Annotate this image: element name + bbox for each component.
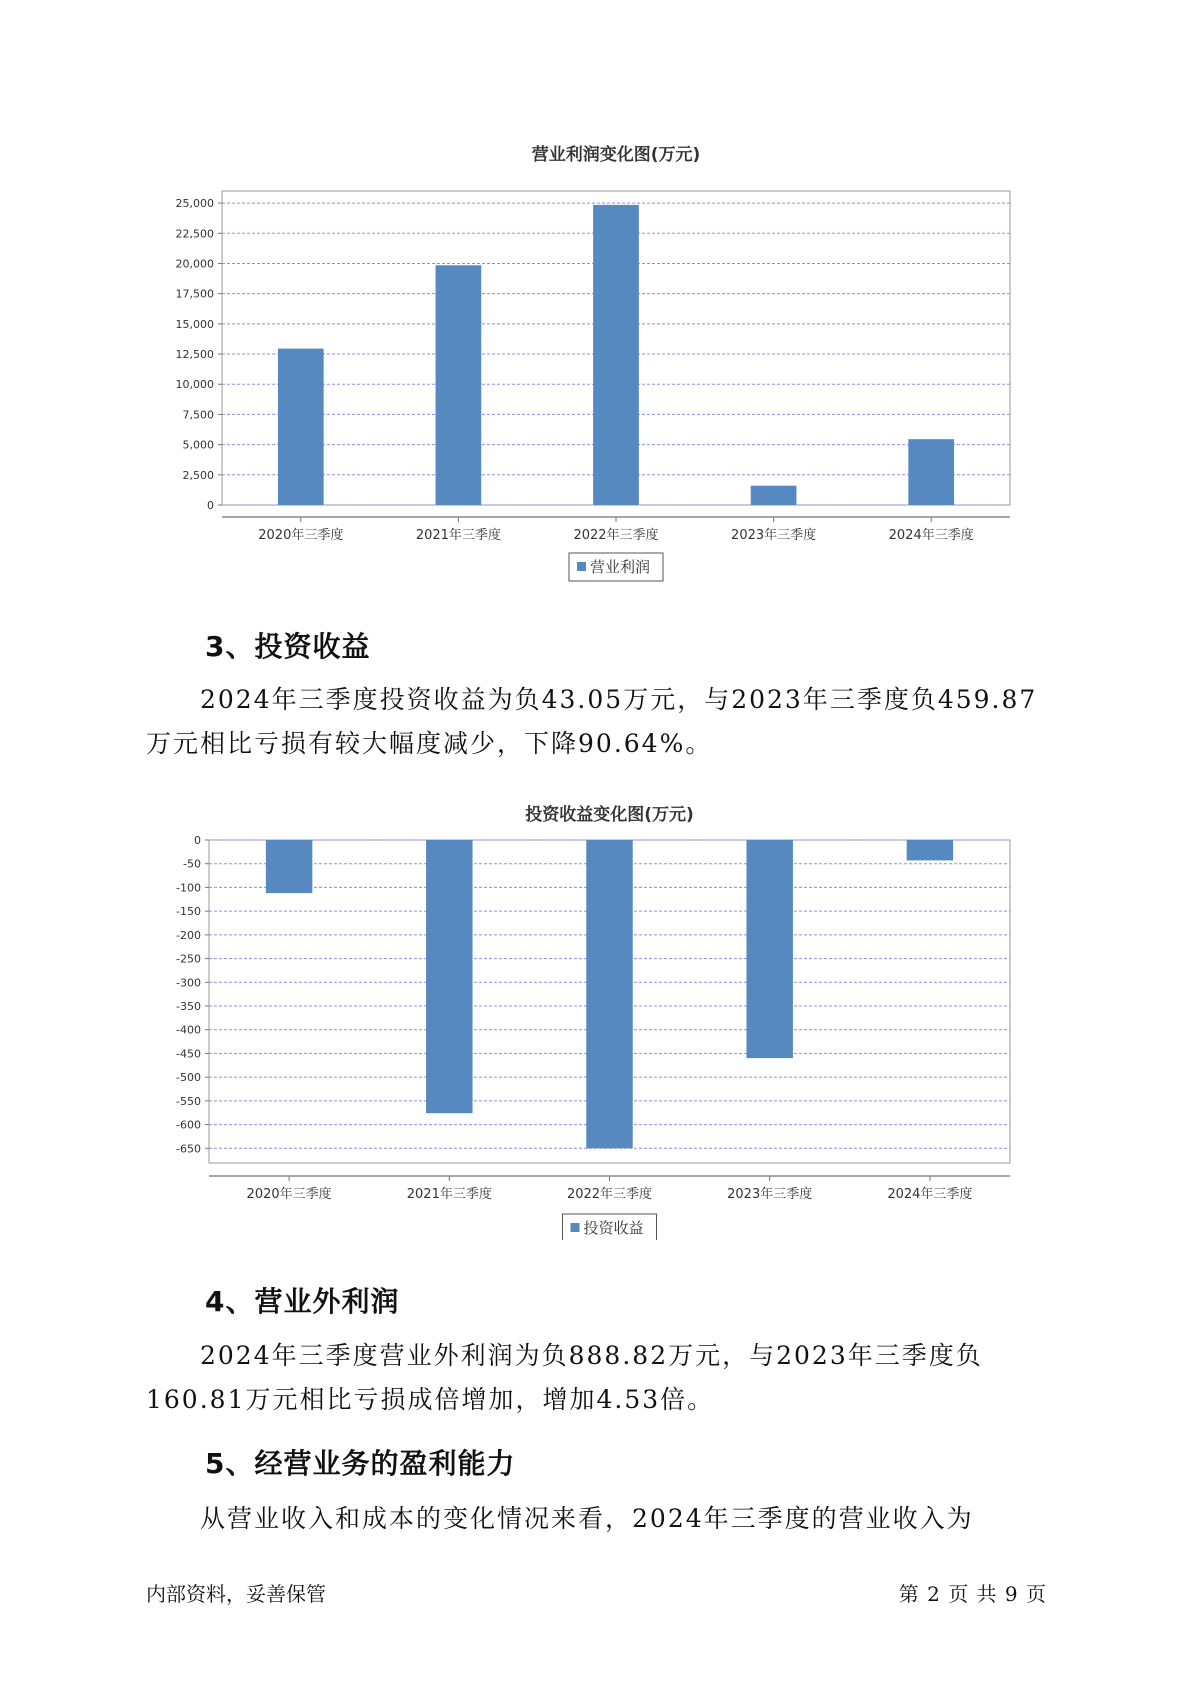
y-tick-label: -600 (176, 1118, 201, 1132)
y-tick-label: -150 (176, 905, 201, 919)
x-tick-label: 2021年三季度 (406, 1187, 492, 1202)
bar (746, 840, 792, 1058)
y-tick-label: -650 (176, 1142, 201, 1156)
y-tick-label: -200 (176, 928, 201, 942)
chart-title: 营业利润变化图(万元) (531, 145, 701, 165)
investment-income-chart-svg (0, 790, 1191, 1240)
y-tick-label: 0 (194, 834, 201, 847)
bar (907, 840, 953, 860)
section-3-heading: 3、投资收益 (205, 630, 371, 663)
bar (593, 205, 639, 505)
bar (426, 840, 472, 1113)
x-tick-label: 2022年三季度 (566, 1187, 653, 1202)
section-4-heading: 4、营业外利润 (205, 1285, 400, 1318)
y-tick-label: -250 (176, 952, 201, 966)
operating-profit-chart (0, 130, 1191, 600)
section-3-paragraph: 2024年三季度投资收益为负43.05万元，与2023年三季度负459.87万元相比亏损有较大幅度减少，下降90.64%。 (146, 685, 1038, 758)
section-5-paragraph: 从营业收入和成本的变化情况来看，2024年三季度的营业收入为 (200, 1504, 974, 1533)
x-tick-label: 2021年三季度 (415, 528, 501, 543)
operating-profit-chart-svg (0, 130, 1191, 600)
footer-page-number: 第 2 页 共 9 页 (898, 1582, 1047, 1606)
section-5-heading: 5、经营业务的盈利能力 (205, 1447, 516, 1480)
y-tick-label: 2,500 (182, 468, 214, 482)
bar (908, 439, 954, 505)
x-tick-label: 2022年三季度 (573, 528, 659, 543)
legend-swatch (577, 562, 586, 571)
x-tick-label: 2020年三季度 (246, 1187, 332, 1202)
bar (751, 486, 797, 505)
legend-swatch (571, 1223, 580, 1232)
y-tick-label: -50 (183, 857, 201, 871)
y-tick-label: -350 (176, 1000, 201, 1014)
section-4-paragraph: 2024年三季度营业外利润为负888.82万元，与2023年三季度负160.81万元相比亏损成倍增加，增加4.53倍。 (146, 1341, 983, 1414)
x-tick-label: 2024年三季度 (887, 1187, 973, 1202)
footer-confidential-note: 内部资料，妥善保管 (146, 1582, 326, 1606)
y-tick-label: 15,000 (175, 317, 214, 331)
y-tick-label: 10,000 (175, 378, 214, 392)
bar (278, 349, 324, 505)
bar (436, 265, 482, 505)
x-tick-label: 2024年三季度 (888, 528, 974, 543)
legend-label: 营业利润 (590, 558, 651, 576)
y-tick-label: 20,000 (175, 257, 214, 271)
bar (586, 840, 632, 1148)
y-tick-label: -550 (176, 1094, 201, 1108)
y-tick-label: 17,500 (175, 287, 214, 301)
legend-label: 投资收益 (583, 1219, 644, 1237)
y-tick-label: -400 (176, 1023, 201, 1037)
y-tick-label: -500 (176, 1071, 201, 1085)
bar (266, 840, 312, 893)
x-tick-label: 2020年三季度 (258, 528, 344, 543)
y-tick-label: 0 (207, 499, 214, 512)
y-tick-label: -300 (176, 976, 201, 990)
y-tick-label: -450 (176, 1047, 201, 1061)
chart-title: 投资收益变化图(万元) (525, 805, 694, 825)
x-tick-label: 2023年三季度 (731, 528, 817, 543)
y-tick-label: 22,500 (175, 227, 214, 241)
y-tick-label: -100 (176, 881, 201, 895)
investment-income-chart (0, 790, 1191, 1240)
y-tick-label: 7,500 (182, 408, 214, 422)
y-tick-label: 25,000 (175, 197, 214, 211)
y-tick-label: 5,000 (182, 438, 214, 452)
y-tick-label: 12,500 (175, 348, 214, 362)
x-tick-label: 2023年三季度 (727, 1187, 813, 1202)
